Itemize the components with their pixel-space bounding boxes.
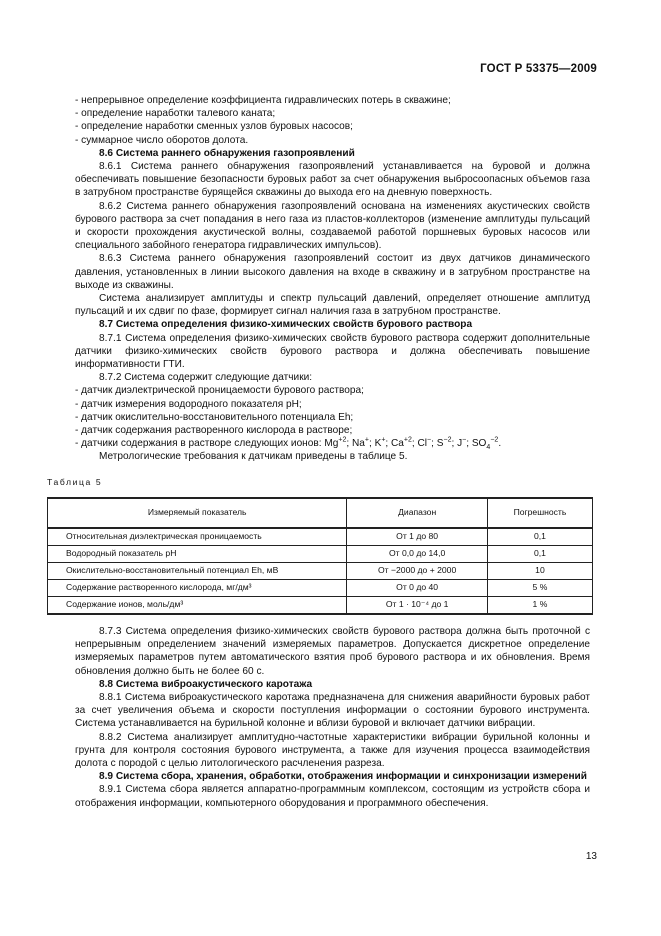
table-cell: От −2000 до + 2000 — [347, 562, 488, 579]
page-number: 13 — [585, 851, 597, 862]
table-5 — [47, 497, 593, 615]
table-row — [48, 562, 593, 579]
table-cell: Водородный показатель pH — [48, 545, 347, 562]
table-row — [48, 596, 593, 614]
table-label: Таблица 5 — [47, 476, 103, 487]
table-cell: От 0 до 40 — [347, 579, 488, 596]
table-header: Измеряемый показатель — [48, 498, 347, 528]
table-cell: Окислительно-восстановительный потенциал Eh, мВ — [48, 562, 347, 579]
table-cell: От 1 · 10⁻⁴ до 1 — [347, 596, 488, 614]
list-item: - суммарное число оборотов долота. — [75, 134, 249, 146]
paragraph-8-7-2: 8.7.2 Система содержит следующие датчики: — [99, 372, 313, 384]
list-item: - датчик содержания растворенного кислорода в растворе; — [75, 425, 353, 437]
list-item-ions: - датчики содержания в растворе следующих ионов: $Mg^{+2}$; Na+; K+; $Ca^{+2}$; Cl−; $S^{-2}$; J−; $SO_4^{-2}$. — [75, 436, 502, 452]
list-item: - непрерывное определение коэффициента гидравлических потерь в скважине; — [75, 95, 451, 106]
list-item: - датчик диэлектрической проницаемости бурового раствора; — [75, 385, 364, 397]
table-cell: Содержание ионов, моль/дм³ — [48, 596, 347, 614]
section-title-8-6: 8.6 Система раннего обнаружения газопроявлений — [99, 147, 355, 159]
table-row — [48, 579, 593, 596]
paragraph-8-6-3: 8.6.3 Система раннего обнаружения газопроявлений состоит из двух датчиков динамического давления, установленных в линии высокого давления на входе в скважину и в затрубном пространстве на выходе из скважины. — [75, 253, 590, 291]
section-title-8-9: 8.9 Система сбора, хранения, обработки, отображения информации и синхронизации измерений — [99, 771, 587, 783]
section-title-8-8: 8.8 Система виброакустического каротажа — [99, 678, 313, 690]
table-header: Диапазон — [347, 498, 488, 528]
paragraph-metrology: Метрологические требования к датчикам приведены в таблице 5. — [99, 451, 408, 463]
table-cell: 1 % — [487, 596, 592, 614]
ions-prefix: - датчики содержания в растворе следующих ионов: — [75, 438, 322, 450]
table-cell: От 0,0 до 14,0 — [347, 545, 488, 562]
table-cell: 5 % — [487, 579, 592, 596]
table-cell: Содержание растворенного кислорода, мг/дм³ — [48, 579, 347, 596]
paragraph-8-8-2: 8.8.2 Система анализирует амплитудно-частотные характеристики вибрации бурильной колонны и грунта для контроля состояния бурового инструмента, а также для изучения процесса взаимодействия долота с породой с целью литологического расчленения разреза. — [75, 731, 590, 769]
list-item: - определение наработки талевого каната; — [75, 108, 276, 120]
paragraph-8-6-1: 8.6.1 Система раннего обнаружения газопроявлений устанавливается на буровой и должна обеспечивать повышение безопасности буровых работ за счет обнаружения выбросоопасных объемов газа в затрубном пространстве бурящейся скважины до выхода его на дневную поверхность. — [75, 161, 590, 199]
list-item: - датчик измерения водородного показателя pH; — [75, 398, 302, 410]
document-code: ГОСТ Р 53375—2009 — [480, 63, 597, 75]
list-item: - датчик окислительно-восстановительного потенциала Eh; — [75, 411, 354, 423]
paragraph-8-6-analysis: Система анализирует амплитуды и спектр пульсаций давлений, определяет отношение амплитуд пульсаций и их сдвиг по фазе, формирует сигнал наличия газа в затрубном пространстве. — [75, 293, 590, 318]
paragraph-8-6-2: 8.6.2 Система раннего обнаружения газопроявлений основана на изменениях акустических свойств бурового раствора за счет попадания в него газа из пластов-коллекторов (изменение амплитуды пульсаций и скорости прохождения акустической волны, создаваемой работой поршневых буровых насосов или специального забойного генератора гидравлических импульсов). — [75, 200, 590, 252]
paragraph-8-7-1: 8.7.1 Система определения физико-химических свойств бурового раствора содержит дополнительные датчики физико-химических свойств бурового раствора и должна обеспечивать повышение информативности ГТИ. — [75, 332, 590, 371]
table-row — [48, 545, 593, 562]
table-cell: 10 — [487, 562, 592, 579]
table-cell: 0,1 — [487, 545, 592, 562]
list-item: - определение наработки сменных узлов буровых насосов; — [75, 121, 353, 133]
table-row — [48, 528, 593, 546]
paragraph-8-9-1: 8.9.1 Система сбора является аппаратно-программным комплексом, состоящим из устройств сбора и отображения информации, компьютерного оборудования и программного обеспечения. — [75, 784, 590, 809]
table-header: Погрешность — [487, 498, 592, 528]
table-cell: Относительная диэлектрическая проницаемость — [48, 528, 347, 546]
paragraph-8-8-1: 8.8.1 Система виброакустического каротажа предназначена для снижения аварийности буровых работ за счет увеличения объема и скорости поступления информации о состоянии бурового инструмента. Система устанавливается на бурильной колонне и вблизи буровой и включает датчики вибрации. — [75, 691, 590, 730]
page-body — [47, 94, 590, 810]
table-cell: От 1 до 80 — [347, 528, 488, 546]
table-cell: 0,1 — [487, 528, 592, 546]
paragraph-8-7-3: 8.7.3 Система определения физико-химических свойств бурового раствора должна быть проточной с непрерывным определением значений измеряемых параметров. Допускается дискретное определение измеряемых параметров путем автоматического взятия проб бурового раствора и их обновления. Время обновления должно быть не более 60 с. — [75, 625, 590, 677]
section-title-8-7: 8.7 Система определения физико-химических свойств бурового раствора — [99, 319, 473, 331]
